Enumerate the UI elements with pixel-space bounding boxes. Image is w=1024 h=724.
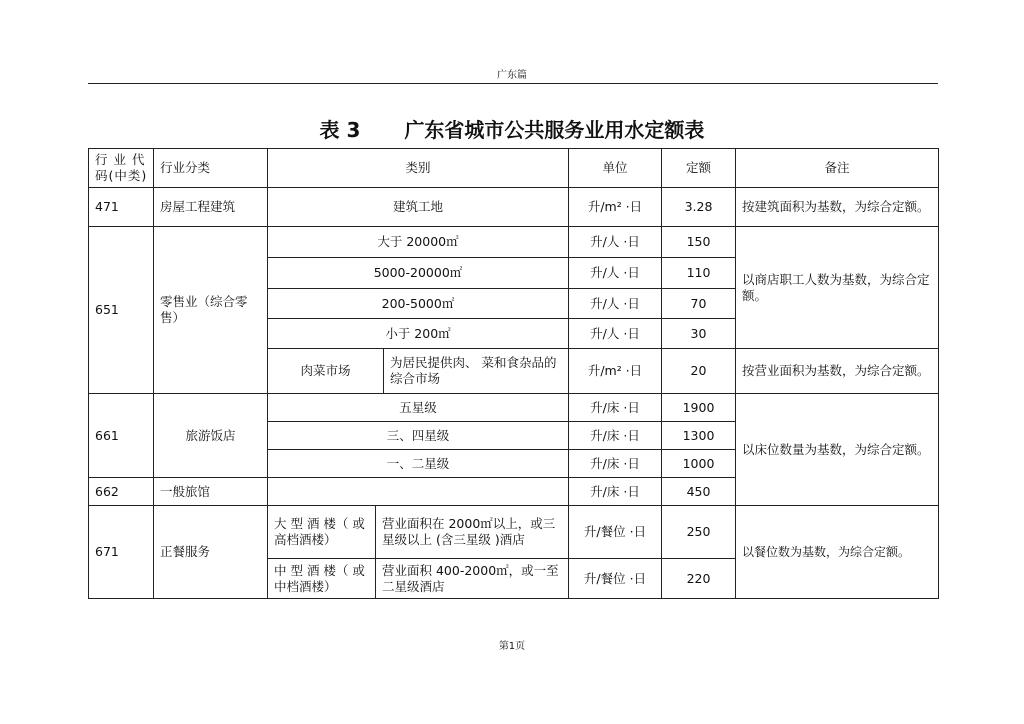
row-category: 正餐服务 [160,544,211,559]
col-header-code: 行 业 代 码(中类) [95,152,148,183]
row-desc: 为居民提供肉、 菜和食杂品的综合市场 [390,355,557,386]
row-quota: 30 [690,325,707,341]
table-line [88,598,939,599]
row-type: 五星级 [399,399,437,415]
row-type: 建筑工地 [392,199,443,214]
row-desc: 营业面积 400-2000㎡，或一至二星级酒店 [382,562,559,594]
row-quota: 3.28 [684,199,713,214]
row-unit: 升/人 ·日 [590,265,640,280]
row-quota: 20 [690,363,707,378]
page-number: 第1页 [498,641,526,652]
row-unit: 升/床 ·日 [590,399,640,415]
col-header-type: 类别 [405,160,431,175]
row-unit: 升/床 ·日 [590,455,640,471]
row-unit: 升/餐位 ·日 [583,570,647,586]
row-unit: 升/m² ·日 [587,363,643,378]
row-unit: 升/床 ·日 [590,483,640,499]
table-title-text: 广东省城市公共服务业用水定额表 [404,118,705,142]
col-header-category: 行业分类 [160,160,211,175]
row-desc: 营业面积在 2000㎡以上，或三星级以上 (含三星级 )酒店 [382,516,556,547]
row-quota: 1300 [682,427,715,443]
row-code: 662 [95,483,119,499]
row-note: 以餐位数为基数，为综合定额。 [742,545,911,559]
row-note: 按营业面积为基数，为综合定额。 [742,363,930,378]
table-title [0,114,1024,143]
row-quota: 250 [686,524,711,539]
row-category: 一般旅馆 [160,483,211,499]
row-quota: 1000 [682,455,715,471]
col-header-unit: 单位 [602,160,628,175]
col-header-quota: 定额 [685,160,711,175]
row-type: 小于 200㎡ [385,325,451,341]
col-header-note: 备注 [824,160,850,175]
table-line [938,148,939,599]
row-type: 5000-20000㎡ [373,265,463,280]
row-unit: 升/床 ·日 [590,427,640,443]
row-type: 大于 20000㎡ [377,234,459,249]
row-type: 中 型 酒 楼（ 或中档酒楼） [274,562,365,594]
row-category: 零售业（综合零售） [160,294,248,325]
row-quota: 450 [686,483,711,499]
row-type: 200-5000㎡ [381,295,455,311]
row-unit: 升/餐位 ·日 [583,524,647,539]
page-header: 广东篇 [497,70,527,81]
row-quota: 110 [686,265,711,280]
row-note: 以床位数量为基数，为综合定额。 [742,441,930,457]
row-unit: 升/人 ·日 [590,325,640,341]
row-code: 651 [95,302,119,317]
row-type: 三、四星级 [386,427,450,443]
row-code: 661 [95,427,119,443]
row-code: 671 [95,544,119,559]
row-unit: 升/人 ·日 [590,234,640,249]
row-quota: 150 [686,234,711,249]
row-quota: 220 [686,570,711,586]
row-type: 大 型 酒 楼（ 或高档酒楼） [274,516,365,547]
row-unit: 升/m² ·日 [587,199,643,214]
row-quota: 1900 [682,399,715,415]
header-rule [88,83,938,84]
row-type: 一、二星级 [386,455,450,471]
row-category: 房屋工程建筑 [160,199,236,214]
row-unit: 升/人 ·日 [590,295,640,311]
row-quota: 70 [690,295,707,311]
row-note: 按建筑面积为基数，为综合定额。 [742,199,930,214]
row-code: 471 [95,199,119,214]
row-category: 旅游饭店 [185,427,236,443]
table-number: 表 3 [319,118,361,142]
row-type: 肉菜市场 [300,363,351,378]
row-note: 以商店职工人数为基数，为综合定额。 [742,271,930,303]
